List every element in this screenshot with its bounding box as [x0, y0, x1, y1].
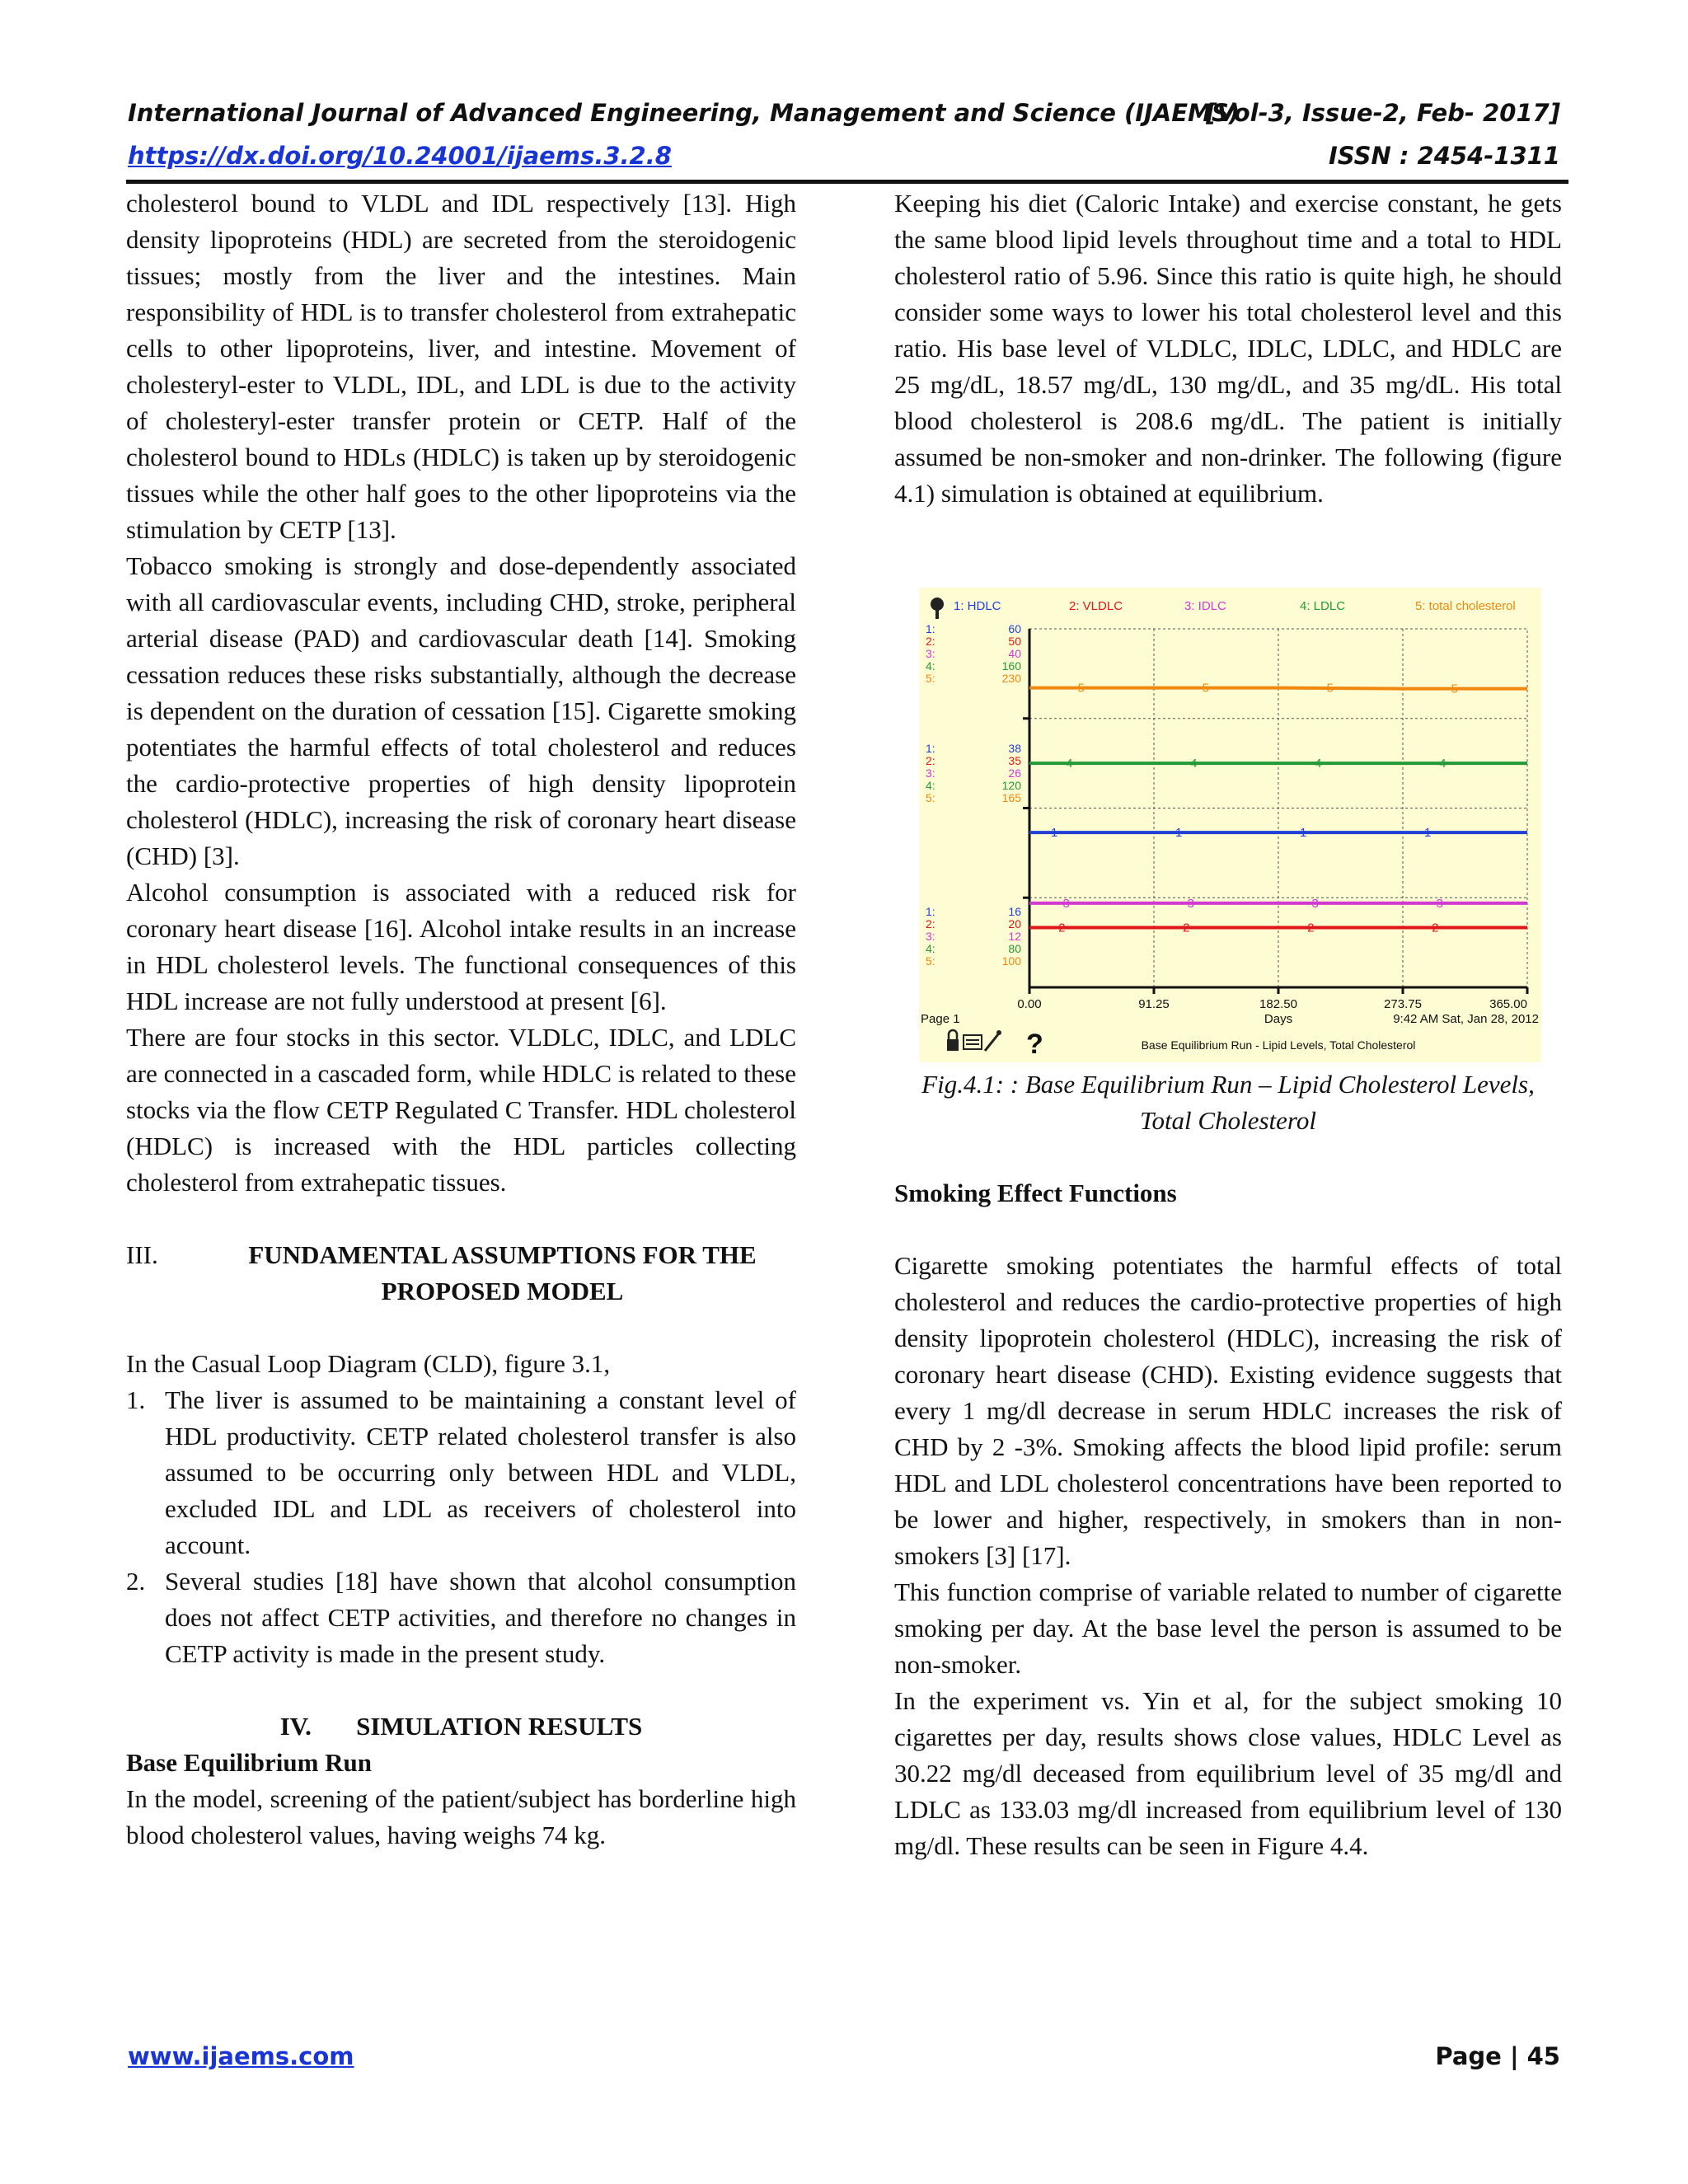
- lock-icon[interactable]: [947, 1030, 959, 1051]
- paragraph: Alcohol consumption is associated with a reduced risk for coronary heart disease [16]. Alcohol intake results in an increase in HDL cholesterol levels. The functional consequences of this HDL increase are not fully understood at present [6].: [126, 878, 796, 1015]
- y-tick-label: 160: [1001, 659, 1021, 673]
- series-marker-label: 3: [1187, 896, 1194, 911]
- doi-link[interactable]: https://dx.doi.org/10.24001/ijaems.3.2.8: [128, 142, 672, 170]
- y-tick-label: 165: [1001, 791, 1021, 804]
- subheading: Base Equilibrium Run: [126, 1748, 373, 1777]
- series-marker-label: 5: [1077, 681, 1085, 696]
- paragraph: In the experiment vs. Yin et al, for the subject smoking 10 cigarettes per day, results shows close values, HDLC Level as 30.22 mg/dl deceased from equilibrium level of 35 mg/dl and LDLC as 133.03 mg/dl increased from equilibrium level of 130 mg/dl. These results can be seen in Figure 4.4.: [894, 1686, 1562, 1860]
- series-marker-label: 4: [1190, 757, 1198, 771]
- x-tick-label: 365.00: [1489, 997, 1527, 1011]
- series-marker-label: 3: [1436, 896, 1443, 911]
- y-tick-label: 80: [1008, 942, 1021, 955]
- paragraph: Tobacco smoking is strongly and dose-dependently associated with all cardiovascular events, including CHD, stroke, peripheral arterial disease (PAD) and cardiovascular death [14]. Smoking cessation reduces these risks substantially, although the decrease is dependent on the duration of cessation [15]. Cigarette smoking potentiates the harmful effects of total cholesterol and reduces the cardio-protective properties of high density lipoprotein cholesterol (HDLC), increasing the risk of coronary heart disease (CHD) [3].: [126, 551, 796, 870]
- y-tick-label: 16: [1008, 905, 1021, 918]
- paragraph: Cigarette smoking potentiates the harmful effects of total cholesterol and reduces the cardio-protective properties of high density lipoprotein cholesterol (HDLC), increasing the risk of coronary heart disease (CHD). Existing evidence suggests that every 1 mg/dl decrease in serum HDLC increases the risk of CHD by 2 -3%. Smoking affects the blood lipid profile: serum HDL and LDL cholesterol concentrations have been reported to be lower and higher, respectively, in smokers than in non-smokers [3] [17].: [894, 1251, 1562, 1570]
- legend-entry: 3: IDLC: [1184, 599, 1226, 613]
- y-tick-label: 20: [1008, 917, 1021, 930]
- section-number: III.: [126, 1240, 158, 1269]
- y-axis-series-number: 5:: [926, 672, 935, 685]
- series-marker-label: 5: [1326, 681, 1334, 696]
- y-axis-series-number: 1:: [926, 622, 935, 635]
- y-axis-series-number: 3:: [926, 647, 935, 660]
- y-tick-label: 12: [1008, 930, 1021, 943]
- y-axis-series-number: 1:: [926, 905, 935, 918]
- paragraph: In the Casual Loop Diagram (CLD), figure 3.1,: [126, 1349, 611, 1378]
- page-number: Page | 45: [1435, 2042, 1560, 2070]
- simulation-chart: [919, 588, 1541, 1062]
- series-marker-label: 1: [1300, 826, 1307, 841]
- series-marker-label: 2: [1183, 921, 1190, 935]
- subheading: Smoking Effect Functions: [894, 1179, 1177, 1207]
- left-column: [126, 185, 796, 1854]
- y-axis-series-number: 4:: [926, 942, 935, 955]
- series-marker-label: 2: [1432, 921, 1439, 935]
- header-rule: [126, 180, 1568, 184]
- chart-page-label: Page 1: [921, 1012, 960, 1026]
- list-item: 2. Several studies [18] have shown that alcohol consumption does not affect CETP activities, and therefore no changes in CETP activity is made in the present study.: [126, 1567, 796, 1668]
- assumption-list: [126, 1382, 796, 1672]
- y-axis-series-number: 5:: [926, 791, 935, 804]
- y-tick-label: 230: [1001, 672, 1021, 685]
- legend-entry: 4: LDLC: [1300, 599, 1346, 613]
- series-marker-label: 5: [1451, 682, 1458, 696]
- y-tick-label: 38: [1008, 742, 1021, 755]
- y-axis-series-number: 4:: [926, 659, 935, 673]
- chart-title: Base Equilibrium Run - Lipid Levels, Total Cholesterol: [1141, 1038, 1416, 1052]
- y-axis-series-number: 2:: [926, 754, 935, 767]
- series-marker-label: 3: [1311, 896, 1319, 911]
- x-tick-label: 0.00: [1017, 997, 1042, 1011]
- series-marker-label: 3: [1062, 896, 1070, 911]
- paragraph: This function comprise of variable related to number of cigarette smoking per day. At the base level the person is assumed to be non-smoker.: [894, 1577, 1562, 1679]
- x-tick-label: 182.50: [1259, 997, 1297, 1011]
- printer-icon[interactable]: [964, 1035, 982, 1049]
- figure-caption: Fig.4.1: : Base Equilibrium Run – Lipid Cholesterol Levels, Total Cholesterol: [921, 1070, 1535, 1135]
- chart-timestamp: 9:42 AM Sat, Jan 28, 2012: [1393, 1012, 1539, 1026]
- y-tick-label: 26: [1008, 766, 1021, 780]
- paragraph: cholesterol bound to VLDL and IDL respectively [13]. High density lipoproteins (HDL) are secreted from the steroidogenic tissues; mostly from the liver and the intestines. Main responsibility of HDL is to transfer cholesterol from extrahepatic cells to other lipoproteins, liver, and intestine. Movement of cholesteryl-ester to VLDL, IDL, and LDL is due to the activity of cholesteryl-ester transfer protein or CETP. Half of the cholesterol bound to HDLs (HDLC) is taken up by steroidogenic tissues while the other half goes to the other lipoproteins via the stimulation by CETP [13].: [126, 189, 796, 544]
- legend-entry: 5: total cholesterol: [1415, 599, 1516, 613]
- series-marker-label: 4: [1066, 757, 1073, 771]
- series-marker-label: 4: [1439, 757, 1447, 771]
- volume-info: [Vol-3, Issue-2, Feb- 2017]: [1206, 99, 1560, 127]
- website-link[interactable]: www.ijaems.com: [128, 2042, 354, 2070]
- paragraph: There are four stocks in this sector. VLDLC, IDLC, and LDLC are connected in a cascaded form, while HDLC is related to these stocks via the flow CETP Regulated C Transfer. HDL cholesterol (HDLC) is increased with the HDL particles collecting cholesterol from extrahepatic tissues.: [126, 1023, 796, 1197]
- y-tick-label: 120: [1001, 779, 1021, 792]
- list-item: 1. The liver is assumed to be maintaining a constant level of HDL productivity. CETP related cholesterol transfer is also assumed to be occurring only between HDL and VLDL, excluded IDL and LDL as receivers of cholesterol into account.: [126, 1385, 796, 1559]
- running-header: [128, 99, 1560, 127]
- series-marker-label: 2: [1307, 921, 1315, 935]
- journal-title: International Journal of Advanced Engineering, Management and Science (IJAEMS): [128, 99, 1240, 127]
- x-tick-label: 273.75: [1384, 997, 1422, 1011]
- y-tick-label: 40: [1008, 647, 1021, 660]
- y-axis-series-number: 2:: [926, 635, 935, 648]
- y-axis-series-number: 2:: [926, 917, 935, 930]
- series-marker-label: 1: [1175, 826, 1183, 841]
- series-marker-label: 2: [1058, 921, 1066, 935]
- section-heading: [126, 1237, 796, 1310]
- section-title: FUNDAMENTAL ASSUMPTIONS FOR THE PROPOSED MODEL: [248, 1240, 757, 1305]
- y-axis-series-number: 1:: [926, 742, 935, 755]
- doi-line: [128, 142, 1560, 170]
- paragraph: In the model, screening of the patient/subject has borderline high blood cholesterol values, having weighs 74 kg.: [126, 1784, 796, 1849]
- series-marker-label: 1: [1424, 826, 1432, 841]
- y-axis-series-number: 3:: [926, 930, 935, 943]
- issn: ISSN : 2454-1311: [1328, 142, 1560, 170]
- legend-entry: 2: VLDLC: [1069, 599, 1123, 613]
- section-heading: IV. SIMULATION RESULTS: [279, 1712, 643, 1741]
- wand-icon[interactable]: [985, 1030, 1001, 1051]
- y-tick-label: 100: [1001, 954, 1021, 968]
- series-marker-label: 1: [1051, 826, 1058, 841]
- figure-4-1: [919, 588, 1541, 1062]
- right-column: [894, 185, 1562, 512]
- paragraph: Keeping his diet (Caloric Intake) and exercise constant, he gets the same blood lipid levels throughout time and a total to HDL cholesterol ratio of 5.96. Since this ratio is quite high, he should consider some ways to lower his total cholesterol level and this ratio. His base level of VLDLC, IDLC, LDLC, and HDLC are 25 mg/dL, 18.57 mg/dL, 130 mg/dL, and 35 mg/dL. His total blood cholesterol is 208.6 mg/dL. The patient is initially assumed be non-smoker and non-drinker. The following (figure 4.1) simulation is obtained at equilibrium.: [894, 189, 1562, 508]
- y-tick-label: 50: [1008, 635, 1021, 648]
- y-axis-series-number: 3:: [926, 766, 935, 780]
- y-axis-series-number: 4:: [926, 779, 935, 792]
- legend-entry: 1: HDLC: [954, 599, 1001, 613]
- y-tick-label: 35: [1008, 754, 1021, 767]
- series-marker-label: 5: [1202, 681, 1209, 696]
- y-axis-series-number: 5:: [926, 954, 935, 968]
- info-icon: [931, 598, 944, 619]
- y-tick-label: 60: [1008, 622, 1021, 635]
- help-icon[interactable]: ?: [1026, 1029, 1043, 1060]
- series-marker-label: 4: [1315, 757, 1322, 771]
- x-axis-label: Days: [1264, 1012, 1293, 1026]
- x-tick-label: 91.25: [1138, 997, 1170, 1011]
- right-column-continued: [894, 1175, 1562, 1864]
